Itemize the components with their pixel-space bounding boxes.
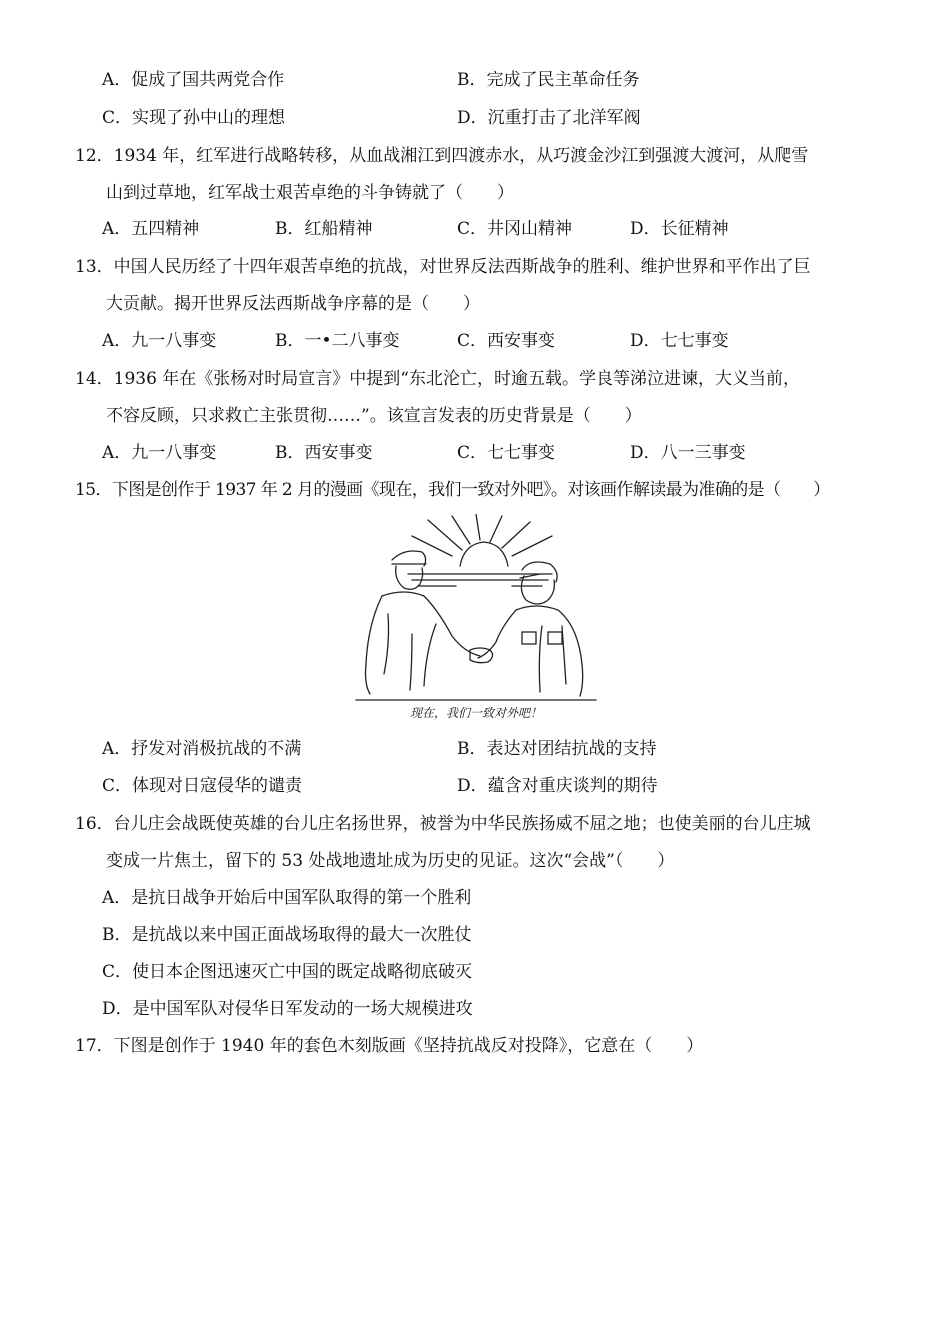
q13-stem-line1: 13．中国人民历经了十四年艰苦卓绝的抗战，对世界反法西斯战争的胜利、维护世界和平作出了巨 <box>75 257 811 277</box>
q13-stem-line2: 大贡献。揭开世界反法西斯战争序幕的是（ ） <box>106 294 480 314</box>
q12-stem-line2: 山到过草地，红军战士艰苦卓绝的斗争铸就了（ ） <box>106 183 514 203</box>
q15-option-a: A．抒发对消极抗战的不满 <box>102 739 302 759</box>
q14-option-c: C．七七事变 <box>457 443 556 463</box>
q12-option-d: D．长征精神 <box>630 219 729 239</box>
q11-option-a: A．促成了国共两党合作 <box>102 70 285 90</box>
q14-stem-line1: 14．1936 年在《张杨对时局宣言》中提到“东北沦亡，时逾五载。学良等涕泣进谏，大义当前， <box>75 369 800 389</box>
q16-stem-line2: 变成一片焦土，留下的 53 处战地遗址成为历史的见证。这次“会战”（ ） <box>106 851 675 871</box>
cartoon-handshake-illustration <box>352 514 600 722</box>
q16-stem-line1: 16．台儿庄会战既使英雄的台儿庄名扬世界，被誉为中华民族扬威不屈之地；也使美丽的台儿庄城 <box>75 814 811 834</box>
cartoon-caption: 现在，我们一致对外吧！ <box>409 706 543 720</box>
q13-option-b: B．一•二八事变 <box>275 331 400 351</box>
q13-option-d: D．七七事变 <box>630 331 729 351</box>
q11-option-b: B．完成了民主革命任务 <box>457 70 640 90</box>
q11-option-d: D．沉重打击了北洋军阀 <box>457 108 641 128</box>
q16-option-c: C．使日本企图迅速灭亡中国的既定战略彻底破灭 <box>102 962 473 982</box>
q14-option-d: D．八一三事变 <box>630 443 746 463</box>
q14-option-a: A．九一八事变 <box>102 443 217 463</box>
q12-option-a: A．五四精神 <box>102 219 200 239</box>
q15-option-b: B．表达对团结抗战的支持 <box>457 739 657 759</box>
q16-option-a: A．是抗日战争开始后中国军队取得的第一个胜利 <box>102 888 472 908</box>
q13-option-a: A．九一八事变 <box>102 331 217 351</box>
q12-option-b: B．红船精神 <box>275 219 373 239</box>
q11-option-c: C．实现了孙中山的理想 <box>102 108 286 128</box>
q15-option-d: D．蕴含对重庆谈判的期待 <box>457 776 658 796</box>
q12-option-c: C．井冈山精神 <box>457 219 573 239</box>
q16-option-b: B．是抗战以来中国正面战场取得的最大一次胜仗 <box>102 925 472 945</box>
q15-stem-line1: 15．下图是创作于 1937 年 2 月的漫画《现在，我们一致对外吧》。对该画作解读最为准确的是（ ） <box>75 480 830 500</box>
q12-stem-line1: 12．1934 年，红军进行战略转移，从血战湘江到四渡赤水，从巧渡金沙江到强渡大渡河，从爬雪 <box>75 146 809 166</box>
q14-stem-line2: 不容反顾，只求救亡主张贯彻……”。该宣言发表的历史背景是（ ） <box>106 406 642 426</box>
q13-option-c: C．西安事变 <box>457 331 556 351</box>
q15-option-c: C．体现对日寇侵华的谴责 <box>102 776 303 796</box>
q17-stem-line1: 17．下图是创作于 1940 年的套色木刻版画《坚持抗战反对投降》，它意在（ ） <box>75 1036 704 1056</box>
q16-option-d: D．是中国军队对侵华日军发动的一场大规模进攻 <box>102 999 473 1019</box>
q14-option-b: B．西安事变 <box>275 443 373 463</box>
